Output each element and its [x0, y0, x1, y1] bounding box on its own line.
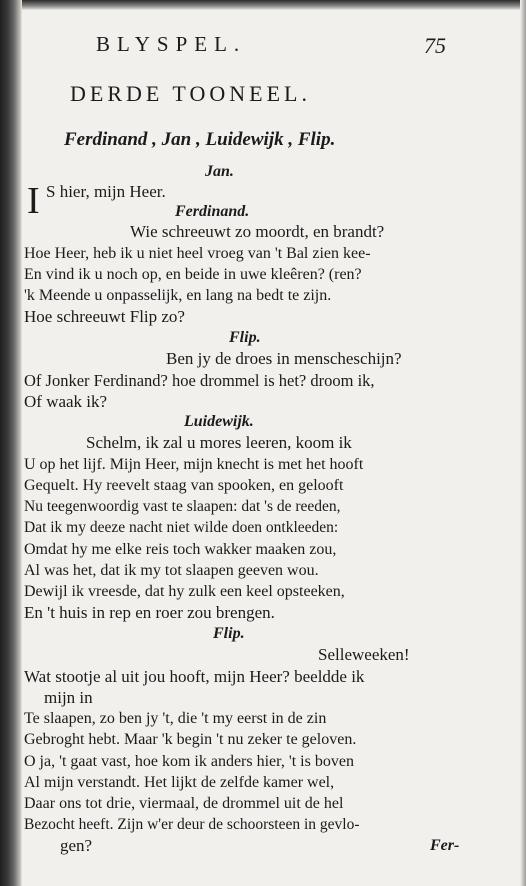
verse-line: Ben jy de droes in menscheschijn? [166, 349, 402, 368]
verse-line: mijn in [44, 688, 93, 707]
scene-title: DERDE TOONEEL. [70, 81, 311, 106]
verse-line: U op het lijf. Mijn Heer, mijn knecht is met het hooft [24, 456, 364, 473]
page-right-shadow [520, 0, 526, 886]
verse-line: O ja, 't gaat vast, hoe kom ik anders hier, 't is boven [24, 753, 354, 770]
verse-line: Dewijl ik vreesde, dat hy zulk een keel opsteeken, [24, 583, 345, 600]
verse-line: Bezocht heeft. Zijn w'er deur de schoorsteen in gevlo- [24, 816, 360, 833]
verse-line: Al was het, dat ik my tot slaapen geeven wou. [24, 562, 319, 579]
speaker-name: Ferdinand. [175, 203, 250, 220]
catchword: Fer- [430, 837, 460, 854]
speaker-name: Luidewijk. [184, 413, 254, 430]
verse-line: Omdat hy me elke reis toch wakker maaken zou, [24, 541, 337, 558]
speaker-name: Flip. [213, 625, 245, 642]
verse-line: Te slaapen, zo ben jy 't, die 't my eerst in de zin [24, 710, 327, 727]
verse-line: En 't huis in rep en roer zou brengen. [24, 603, 275, 622]
verse-line: S hier, mijn Heer. [46, 182, 166, 201]
verse-line: 'k Meende u onpasselijk, en lang na bedt te zijn. [24, 287, 332, 304]
verse-line: Gebroght hebt. Maar 'k begin 't nu zeker te geloven. [24, 731, 357, 748]
drop-cap: I [27, 180, 40, 222]
cast-list: Ferdinand , Jan , Luidewijk , Flip. [64, 129, 336, 150]
speaker-name: Flip. [229, 329, 261, 346]
page-number: 75 [424, 33, 446, 58]
speaker-name: Jan. [205, 163, 234, 180]
verse-line: Of waak ik? [24, 392, 108, 411]
verse-line: Hoe schreeuwt Flip zo? [24, 307, 185, 326]
verse-line: Al mijn verstandt. Het lijkt de zelfde kamer wel, [24, 774, 335, 791]
verse-line: Of Jonker Ferdinand? hoe drommel is het? droom ik, [24, 371, 375, 390]
verse-line: Nu teegenwoordig vast te slaapen: dat 's de reeden, [24, 498, 341, 515]
verse-line: Wat stootje al uit jou hooft, mijn Heer? beeldde ik [24, 667, 365, 686]
book-binding-shadow [0, 0, 22, 886]
verse-line: Daar ons tot drie, viermaal, de drommel uit de hel [24, 795, 344, 812]
verse-line: Wie schreeuwt zo moordt, en brandt? [130, 222, 385, 241]
verse-line: En vind ik u noch op, en beide in uwe kleêren? (ren? [24, 266, 362, 283]
verse-line: Selleweeken! [318, 645, 410, 664]
running-head: BLYSPEL. [96, 32, 247, 56]
verse-line: Gequelt. Hy reevelt staag van spooken, en gelooft [24, 477, 344, 494]
verse-line: Dat ik my deeze nacht niet wilde doen ontkleeden: [24, 519, 339, 536]
page-top-shadow [0, 0, 526, 10]
verse-line: gen? [60, 836, 93, 855]
verse-line: Hoe Heer, heb ik u niet heel vroeg van 't Bal zien kee- [24, 245, 371, 262]
verse-line: Schelm, ik zal u mores leeren, koom ik [86, 433, 352, 452]
